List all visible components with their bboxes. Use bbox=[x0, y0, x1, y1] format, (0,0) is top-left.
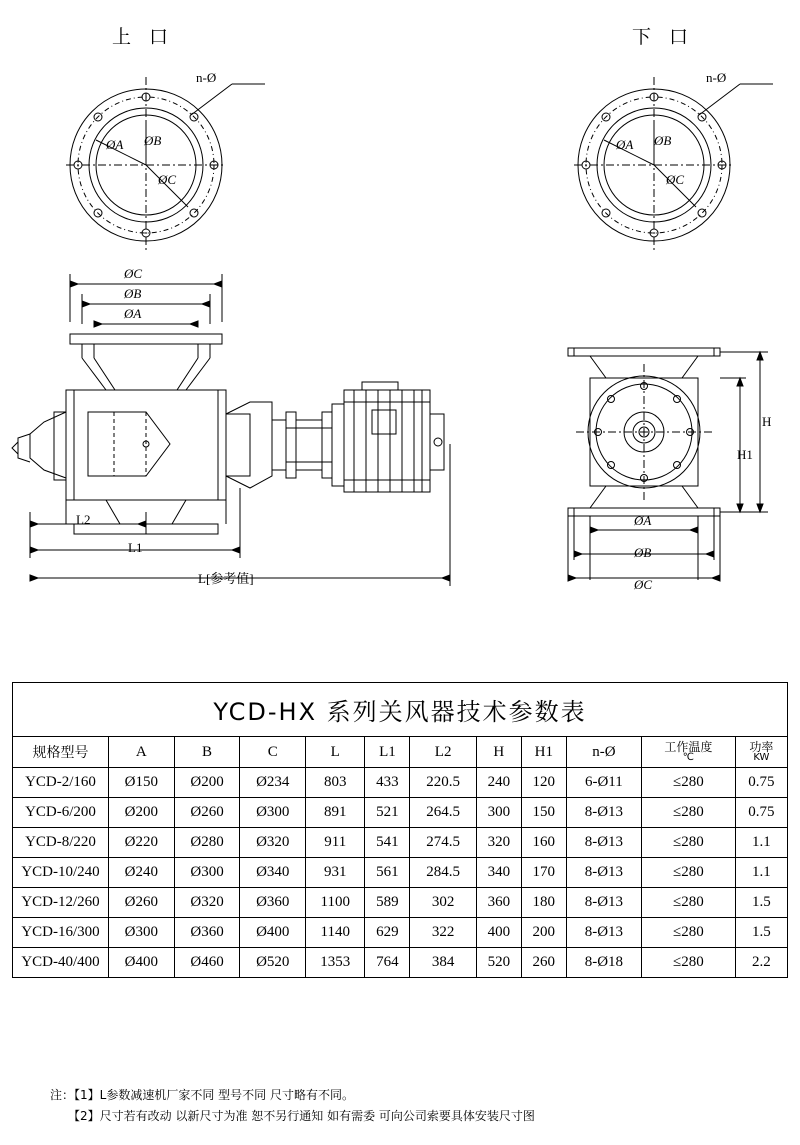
cell-a: Ø260 bbox=[109, 888, 175, 918]
label-dia-b-side: ØB bbox=[634, 545, 652, 560]
cell-h: 520 bbox=[476, 948, 521, 978]
label-dia-c-top: ØC bbox=[158, 172, 177, 187]
cell-l: 891 bbox=[306, 798, 365, 828]
cell-model: YCD-12/260 bbox=[13, 888, 109, 918]
table-row bbox=[13, 948, 788, 978]
cell-l: 1140 bbox=[306, 918, 365, 948]
label-l1-front: L1 bbox=[128, 540, 143, 555]
cell-c: Ø300 bbox=[240, 798, 306, 828]
table-title-row bbox=[13, 683, 788, 737]
cell-temperature: ≤280 bbox=[642, 768, 736, 798]
header-h: H bbox=[476, 737, 521, 768]
cell-l1: 561 bbox=[365, 858, 410, 888]
cell-model: YCD-6/200 bbox=[13, 798, 109, 828]
cell-h: 400 bbox=[476, 918, 521, 948]
header-n-phi: n-Ø bbox=[566, 737, 641, 768]
cell-temperature: ≤280 bbox=[642, 888, 736, 918]
cell-a: Ø150 bbox=[109, 768, 175, 798]
label-n-phi-top: n-Ø bbox=[196, 70, 217, 85]
label-n-phi-bottom: n-Ø bbox=[706, 70, 727, 85]
cell-model: YCD-8/220 bbox=[13, 828, 109, 858]
cell-c: Ø520 bbox=[240, 948, 306, 978]
cell-a: Ø220 bbox=[109, 828, 175, 858]
label-dia-b-top: ØB bbox=[144, 133, 162, 148]
cell-temperature: ≤280 bbox=[642, 918, 736, 948]
cell-h1: 170 bbox=[521, 858, 566, 888]
cell-c: Ø320 bbox=[240, 828, 306, 858]
label-dia-a-front: ØA bbox=[124, 306, 142, 321]
cell-l: 911 bbox=[306, 828, 365, 858]
header-model: 规格型号 bbox=[13, 737, 109, 768]
cell-b: Ø300 bbox=[174, 858, 240, 888]
cell-c: Ø400 bbox=[240, 918, 306, 948]
cell-power: 1.5 bbox=[735, 888, 787, 918]
cell-power: 1.1 bbox=[735, 858, 787, 888]
cell-b: Ø360 bbox=[174, 918, 240, 948]
cell-h: 320 bbox=[476, 828, 521, 858]
header-c: C bbox=[240, 737, 306, 768]
label-dia-a-top: ØA bbox=[106, 137, 124, 152]
table-row bbox=[13, 828, 788, 858]
note-line-1: 注：【1】L参数减速机厂家不同 型号不同 尺寸略有不同。 bbox=[50, 1088, 354, 1102]
cell-h1: 120 bbox=[521, 768, 566, 798]
cell-n-phi: 8-Ø13 bbox=[566, 828, 641, 858]
cell-h1: 180 bbox=[521, 888, 566, 918]
table-row bbox=[13, 768, 788, 798]
cell-power: 0.75 bbox=[735, 798, 787, 828]
table-body bbox=[13, 768, 788, 978]
cell-c: Ø234 bbox=[240, 768, 306, 798]
cell-c: Ø360 bbox=[240, 888, 306, 918]
cell-model: YCD-16/300 bbox=[13, 918, 109, 948]
cell-n-phi: 8-Ø13 bbox=[566, 918, 641, 948]
cell-h1: 200 bbox=[521, 918, 566, 948]
cell-b: Ø460 bbox=[174, 948, 240, 978]
label-dia-a-side: ØA bbox=[634, 513, 652, 528]
spec-table bbox=[12, 682, 788, 978]
cell-l2: 322 bbox=[410, 918, 476, 948]
cell-n-phi: 8-Ø13 bbox=[566, 888, 641, 918]
header-l: L bbox=[306, 737, 365, 768]
cell-power: 0.75 bbox=[735, 768, 787, 798]
table-row bbox=[13, 918, 788, 948]
note-line-2: 【2】尺寸若有改动 以新尺寸为准 恕不另行通知 如有需委 可向公司索要具体安装尺寸图 bbox=[50, 1109, 535, 1123]
cell-a: Ø240 bbox=[109, 858, 175, 888]
cell-l2: 384 bbox=[410, 948, 476, 978]
spec-table-wrap bbox=[12, 682, 788, 978]
cell-h1: 260 bbox=[521, 948, 566, 978]
table-header-row bbox=[13, 737, 788, 768]
cell-n-phi: 6-Ø11 bbox=[566, 768, 641, 798]
header-power bbox=[735, 737, 787, 768]
cell-temperature: ≤280 bbox=[642, 948, 736, 978]
cell-model: YCD-40/400 bbox=[13, 948, 109, 978]
label-h1-side: H1 bbox=[737, 447, 753, 462]
cell-l2: 284.5 bbox=[410, 858, 476, 888]
label-dia-b-front: ØB bbox=[124, 286, 142, 301]
side-elevation-drawing bbox=[550, 330, 800, 600]
cell-l2: 302 bbox=[410, 888, 476, 918]
cell-h: 340 bbox=[476, 858, 521, 888]
cell-l1: 433 bbox=[365, 768, 410, 798]
cell-l2: 264.5 bbox=[410, 798, 476, 828]
label-h-side: H bbox=[762, 414, 772, 429]
cell-a: Ø400 bbox=[109, 948, 175, 978]
cell-b: Ø200 bbox=[174, 768, 240, 798]
view-title-bottom-outlet: 下 口 bbox=[632, 26, 695, 48]
label-dia-b-bottom: ØB bbox=[654, 133, 672, 148]
header-working-temperature bbox=[642, 737, 736, 768]
label-dia-c-bottom: ØC bbox=[666, 172, 685, 187]
cell-power: 1.5 bbox=[735, 918, 787, 948]
cell-l: 931 bbox=[306, 858, 365, 888]
cell-l1: 629 bbox=[365, 918, 410, 948]
cell-l1: 764 bbox=[365, 948, 410, 978]
cell-h: 360 bbox=[476, 888, 521, 918]
cell-n-phi: 8-Ø13 bbox=[566, 798, 641, 828]
header-b: B bbox=[174, 737, 240, 768]
table-title: YCD-HX 系列关风器技术参数表 bbox=[13, 683, 788, 737]
top-inlet-flange-drawing bbox=[60, 62, 290, 262]
header-power-text: 功率 bbox=[749, 740, 774, 754]
header-working-temperature-text: 工作温度 bbox=[664, 740, 713, 754]
cell-l: 1100 bbox=[306, 888, 365, 918]
label-dia-a-bottom: ØA bbox=[616, 137, 634, 152]
cell-model: YCD-10/240 bbox=[13, 858, 109, 888]
label-l-front: L[参考值] bbox=[198, 571, 254, 586]
header-l1: L1 bbox=[365, 737, 410, 768]
header-working-temperature-unit: ℃ bbox=[682, 752, 694, 763]
cell-l1: 521 bbox=[365, 798, 410, 828]
cell-l2: 220.5 bbox=[410, 768, 476, 798]
cell-l1: 541 bbox=[365, 828, 410, 858]
view-title-top-inlet: 上 口 bbox=[112, 26, 175, 48]
table-row bbox=[13, 858, 788, 888]
cell-b: Ø320 bbox=[174, 888, 240, 918]
cell-l: 803 bbox=[306, 768, 365, 798]
table-row bbox=[13, 798, 788, 828]
bottom-outlet-flange-drawing bbox=[558, 62, 788, 262]
front-elevation-drawing bbox=[10, 262, 480, 602]
table-row bbox=[13, 888, 788, 918]
header-a: A bbox=[109, 737, 175, 768]
cell-b: Ø260 bbox=[174, 798, 240, 828]
cell-l2: 274.5 bbox=[410, 828, 476, 858]
notes-block bbox=[50, 1085, 535, 1127]
cell-temperature: ≤280 bbox=[642, 858, 736, 888]
cell-n-phi: 8-Ø13 bbox=[566, 858, 641, 888]
label-l2-front: L2 bbox=[76, 512, 91, 527]
cell-n-phi: 8-Ø18 bbox=[566, 948, 641, 978]
cell-temperature: ≤280 bbox=[642, 798, 736, 828]
cell-power: 1.1 bbox=[735, 828, 787, 858]
label-dia-c-front: ØC bbox=[124, 266, 143, 281]
cell-b: Ø280 bbox=[174, 828, 240, 858]
cell-a: Ø200 bbox=[109, 798, 175, 828]
cell-h: 240 bbox=[476, 768, 521, 798]
cell-h1: 150 bbox=[521, 798, 566, 828]
header-h1: H1 bbox=[521, 737, 566, 768]
cell-h: 300 bbox=[476, 798, 521, 828]
header-power-unit: KW bbox=[753, 752, 770, 763]
cell-model: YCD-2/160 bbox=[13, 768, 109, 798]
label-dia-c-side: ØC bbox=[634, 577, 653, 592]
cell-h1: 160 bbox=[521, 828, 566, 858]
cell-c: Ø340 bbox=[240, 858, 306, 888]
cell-a: Ø300 bbox=[109, 918, 175, 948]
cell-l1: 589 bbox=[365, 888, 410, 918]
cell-power: 2.2 bbox=[735, 948, 787, 978]
header-l2: L2 bbox=[410, 737, 476, 768]
cell-l: 1353 bbox=[306, 948, 365, 978]
cell-temperature: ≤280 bbox=[642, 828, 736, 858]
